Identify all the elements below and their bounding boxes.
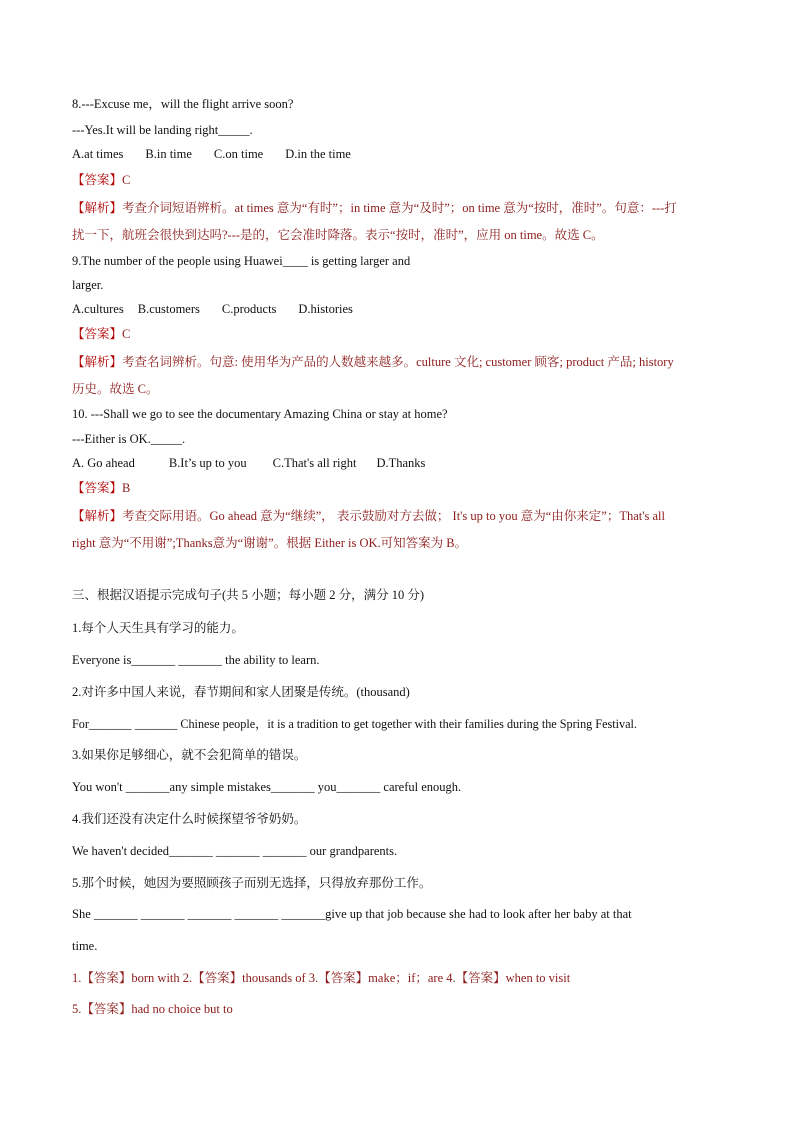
q10-option-a: A. Go ahead	[72, 456, 135, 470]
s3-item-3-en: You won't _______any simple mistakes_______ you_______ careful enough.	[72, 780, 462, 794]
s3-item-2-cn: 2.对许多中国人来说，春节期间和家人团聚是传统。(thousand)	[72, 685, 410, 699]
q9-option-a: A.cultures	[72, 302, 124, 316]
analysis-text: 考查介词短语辨析。at times 意为“有时”；in time 意为“及时”；on time 意为“按时，准时”。句意：---打	[122, 201, 677, 215]
q9-option-d: D.histories	[298, 302, 353, 316]
q9-question-line-1: 9.The number of the people using Huawei____ is getting larger and	[72, 254, 411, 268]
q10-analysis-line-1	[72, 510, 665, 523]
q9-option-c: C.products	[221, 302, 277, 316]
s3-item-5-cn: 5.那个时候，她因为要照顾孩子而别无选择，只得放弃那份工作。	[72, 876, 432, 890]
q8-reply: ---Yes.It will be landing right_____.	[72, 123, 253, 137]
answer-tag: 【答案】	[72, 481, 123, 495]
answer-value: C	[122, 327, 131, 341]
q8-options	[72, 148, 373, 161]
analysis-text: 考查交际用语。Go ahead 意为“继续”， 表示鼓励对方去做； It's up to you 意为“由你来定”；That's all	[122, 509, 665, 523]
s3-item-5-en-cont: time.	[72, 939, 98, 953]
s3-item-4-en: We haven't decided_______ _______ _______ our grandparents.	[72, 844, 398, 858]
answer-tag: 【答案】	[72, 173, 123, 187]
analysis-text: 考查名词辨析。句意: 使用华为产品的人数越来越多。culture 文化; customer 顾客; product 产品; history	[122, 355, 674, 369]
q10-options	[72, 457, 447, 470]
q9-options	[72, 303, 375, 316]
s3-item-4-cn: 4.我们还没有决定什么时候探望爷爷奶奶。	[72, 812, 307, 826]
q10-option-b: B.It’s up to you	[168, 456, 247, 470]
q8-question: 8.---Excuse me，will the flight arrive soon?	[72, 97, 294, 111]
q8-option-d: D.in the time	[285, 147, 351, 161]
q9-answer	[72, 328, 130, 341]
s3-item-1-en: Everyone is_______ _______ the ability to learn.	[72, 653, 320, 667]
q10-option-c: C.That's all right	[272, 456, 357, 470]
q8-answer	[72, 174, 130, 187]
q10-answer	[72, 482, 130, 495]
q8-option-b: B.in time	[145, 147, 192, 161]
s3-answers-line-1: 1.【答案】born with 2.【答案】thousands of 3.【答案】make；if；are 4.【答案】when to visit	[72, 971, 571, 985]
q8-option-c: C.on time	[213, 147, 264, 161]
s3-answers-line-2: 5.【答案】had no choice but to	[72, 1002, 233, 1016]
q9-question-line-2: larger.	[72, 278, 104, 292]
answer-tag: 【答案】	[72, 327, 123, 341]
answer-value: C	[122, 173, 131, 187]
s3-item-2-en: For_______ _______ Chinese people，it is a tradition to get together with their families during the Spring Festival.	[72, 717, 637, 731]
q9-option-b: B.customers	[137, 302, 200, 316]
q10-option-d: D.Thanks	[376, 456, 426, 470]
s3-item-1-cn: 1.每个人天生具有学习的能力。	[72, 621, 244, 635]
analysis-tag: 【解析】	[72, 201, 123, 215]
q10-analysis-line-2: right 意为“不用谢”;Thanks意为“谢谢”。根据 Either is OK.可知答案为 B。	[72, 536, 468, 550]
q8-analysis-line-1	[72, 202, 677, 215]
analysis-tag: 【解析】	[72, 509, 123, 523]
analysis-tag: 【解析】	[72, 355, 123, 369]
answer-value: B	[122, 481, 131, 495]
s3-item-3-cn: 3.如果你足够细心，就不会犯简单的错误。	[72, 748, 307, 762]
q9-analysis-line-2: 历史。故选 C。	[72, 382, 159, 396]
q8-analysis-line-2: 扰一下，航班会很快到达吗?---是的，它会准时降落。表示“按时，准时”，应用 on time。故选 C。	[72, 228, 604, 242]
q8-option-a: A.at times	[72, 147, 124, 161]
q9-analysis-line-1	[72, 356, 674, 369]
s3-item-5-en: She _______ _______ _______ _______ _______give up that job because she had to look after her baby at that	[72, 907, 632, 921]
q10-reply: ---Either is OK._____.	[72, 432, 186, 446]
q10-question: 10. ---Shall we go to see the documentary Amazing China or stay at home?	[72, 407, 448, 421]
section3-heading: 三、根据汉语提示完成句子(共 5 小题；每小题 2 分，满分 10 分)	[72, 588, 425, 602]
